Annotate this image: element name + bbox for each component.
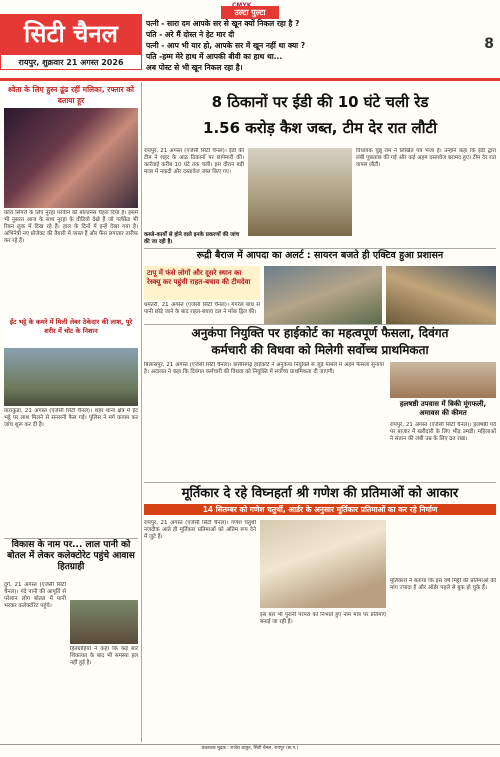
kiln-photo [4,348,138,406]
flood-headline: रूद्री बैराज में आपदा का अलर्ट : सायरन बजते ही एक्टिव हुआ प्रशासन [196,250,444,261]
flood-highlight-box: टापू में फंसे लोगों और दूसरे स्थान का रेस्क्यू कर पहुंची राहत-बचाव की टीमदेवा [144,266,260,300]
water-photo [70,600,138,644]
ganesh-headline: मूर्तिकार दे रहे विघ्नहर्ता श्री गणेश की प्रतिमाओं को आकार [181,486,459,501]
flood-photo [264,266,382,324]
ed-raid-headline: 8 ठिकानों पर ईडी की 10 घंटे चली रेड [211,93,429,111]
section-label: उल्टा पुल्टा [221,6,280,19]
ganesh-text: रायपुर, 21 अगस्त (एजेंसी सिटी चैनल)। गणेश चतुर्थी नजदीक आते ही मूर्तिकार प्रतिमाओं को अंतिम रूप देने में जुटे हैं। [144,520,256,540]
kiln-headline: ईंट भट्ठे के कमरे में मिली लेबर ठेकेदार की लाश, पूरे शरीर में चोट के निशान [4,318,138,348]
ed-raid-photo [248,148,352,236]
ed-raid-subheadline: 1.56 करोड़ कैश जब्त, टीम देर रात लौटी [203,119,437,137]
ganesh-subheadline: 14 सितम्बर को गणेश चतुर्थी, आर्डर के अनुसार मूर्तिकार प्रतिमाओं का कर रहे निर्माण [144,504,496,515]
court-headline-2: कर्मचारी की विधवा को मिलेगी सर्वोच्च प्राथमिकता [211,343,429,357]
halshashthi-photo [390,362,496,398]
rescue-photo [386,266,496,324]
newspaper-name: सिटी चैनल [0,14,142,54]
halshashthi-text: रायपुर, 21 अगस्त (एजेंसी सिटी चैनल)। हलषष्ठी पर्व पर बाजार में खरीदारी के लिए भीड़ उमड़ी। महिलाओं ने संतान की लंबी उम्र के लिए व्रत रखा। [390,422,496,442]
ed-raid-caption: कब्जे-कार्यों से होने वाले इनके प्रकरणों की जांच की जा रही है। [144,232,240,245]
ganesh-text-2: इस बार भी पुरानी परंपरा को निभाते हुए नाम मात्र पर प्रतिमाएं बनाई जा रही हैं। [260,612,386,625]
kiln-text: ताराकुंडा, 21 अगस्त (एजेंसी सिटी चैनल)। शहर थाना क्षेत्र में ईंट भट्ठे पर लाश मिलने से सनसनी फैल गई। पुलिस ने मर्ग कायम कर जांच शुरू कर दी है। [4,408,138,428]
ed-raid-text: रायपुर, 21 अगस्त (एजेंसी सिटी चैनल)। ईडी की टीम ने शहर के आठ ठिकानों पर छापेमारी की। कार्रवाई करीब 10 घंटे तक चली। इस दौरान बड़ी मात्रा में नकदी और दस्तावेज जब्त किए गए। [144,148,244,175]
joke-box [146,18,476,73]
halshashthi-headline: हलषष्ठी उपवास में बिकी मूंगफली, अमावस की कीमत [399,400,487,417]
ed-raid-text-2: विधायक चुन्नू राम ने लिखित पत्र भेजा है। उन्होंने कहा कि ईडी द्वारा लंबी पूछताछ की गई और कई अहम दस्तावेज बरामद हुए। टीम देर रात वापस लौटी। [356,148,496,168]
actress-photo [4,108,138,208]
ganesh-idol-photo [260,520,386,608]
water-headline: विकास के नाम पर... लाल पानी को बोतल में लेकर कलेक्टोरेट पहुंचे आवास हितग्राही [7,540,135,572]
water-text: दुर्ग, 21 अगस्त (एजेंसी सिटी चैनल)। गंदे पानी की आपूर्ति से परेशान लोग बोतल में पानी भरकर कलेक्टोरेट पहुंचे। [4,582,66,609]
joke-line: पत्नी - सारा दम आपके सर से खून क्यों निकल रहा है ? [146,19,300,28]
ganesh-text-3: मूर्तिकारों ने बताया कि इस वर्ष मिट्टी की प्रतिमाओं की मांग ज्यादा है और ऑर्डर पहले से बुक हो चुके हैं। [390,578,496,591]
imprint-footer: प्रकाशक मुद्रक : राजेश ठाकुर, सिटी चैनल, रायपुर (छ.ग.) [0,744,500,757]
joke-line: अब पोस्ट से भी खून निकल रहा है। [146,63,243,72]
actress-story-text: कोरा सिंगरों के लिए नुरहा परवीन की बोल्डनेस चेहरा दिया है। इसमें भी नुसरत आज के साथ नुरहा के वीडियो देखे हैं जो गर्लफ्रेंड भी रिबन लुक में दिख रहे हैं। हाल के दिनों में इन्हें देखा गया है। अभिनेत्री नए प्रोजेक्ट की तैयारी में व्यस्त हैं और फैंस लगातार तारीफ कर रहे हैं। [4,210,138,244]
section-rule [144,482,496,483]
water-text-2: हितग्राहियों ने कहा कि कई बार शिकायत के बाद भी समस्या हल नहीं हुई है। [70,646,138,666]
section-rule [144,248,496,249]
section-rule [144,324,496,325]
joke-line: पति - अरे मैं दोस्त ने हेट मार दी [146,30,235,39]
section-rule [4,538,138,539]
court-headline: अनुकंपा नियुक्ति पर हाईकोर्ट का महत्वपूर्ण फैसला, दिवंगत [191,326,449,340]
flood-text: धमतरी, 21 अगस्त (एजेंसी सिटी चैनल)। गंगरेल बांध से पानी छोड़े जाने के बाद राहत-बचाव दल ने मॉक ड्रिल की। [144,302,260,315]
masthead [0,14,142,76]
joke-line: पति -हम्म मेरे हाथ में आपकी बीवी का हाथ था... [146,52,283,61]
court-text: बिलासपुर, 21 अगस्त (एजेंसी सिटी चैनल)। छत्तीसगढ़ हाईकोर्ट ने अनुकंपा नियुक्ति से जुड़े मामले में अहम फैसला सुनाया है। अदालत ने कहा कि दिवंगत कर्मचारी की विधवा को नियुक्ति में सर्वोच्च प्राथमिकता दी जाएगी। [144,362,384,375]
column-rule [141,82,142,742]
header-divider [0,78,500,81]
page-number: 8 [484,36,494,52]
section-bar [0,0,500,17]
date-line: रायपुर, शुक्रवार 21 अगस्त 2026 [0,54,142,70]
joke-line: पत्नी - आप भी यार हो, आपके सर में खून नहीं था क्या ? [146,41,306,50]
actress-headline: श्वेता के लिए हुस्न ढूंढ रहीं मलिका, रफ्तार को बताया हूर [4,84,138,108]
